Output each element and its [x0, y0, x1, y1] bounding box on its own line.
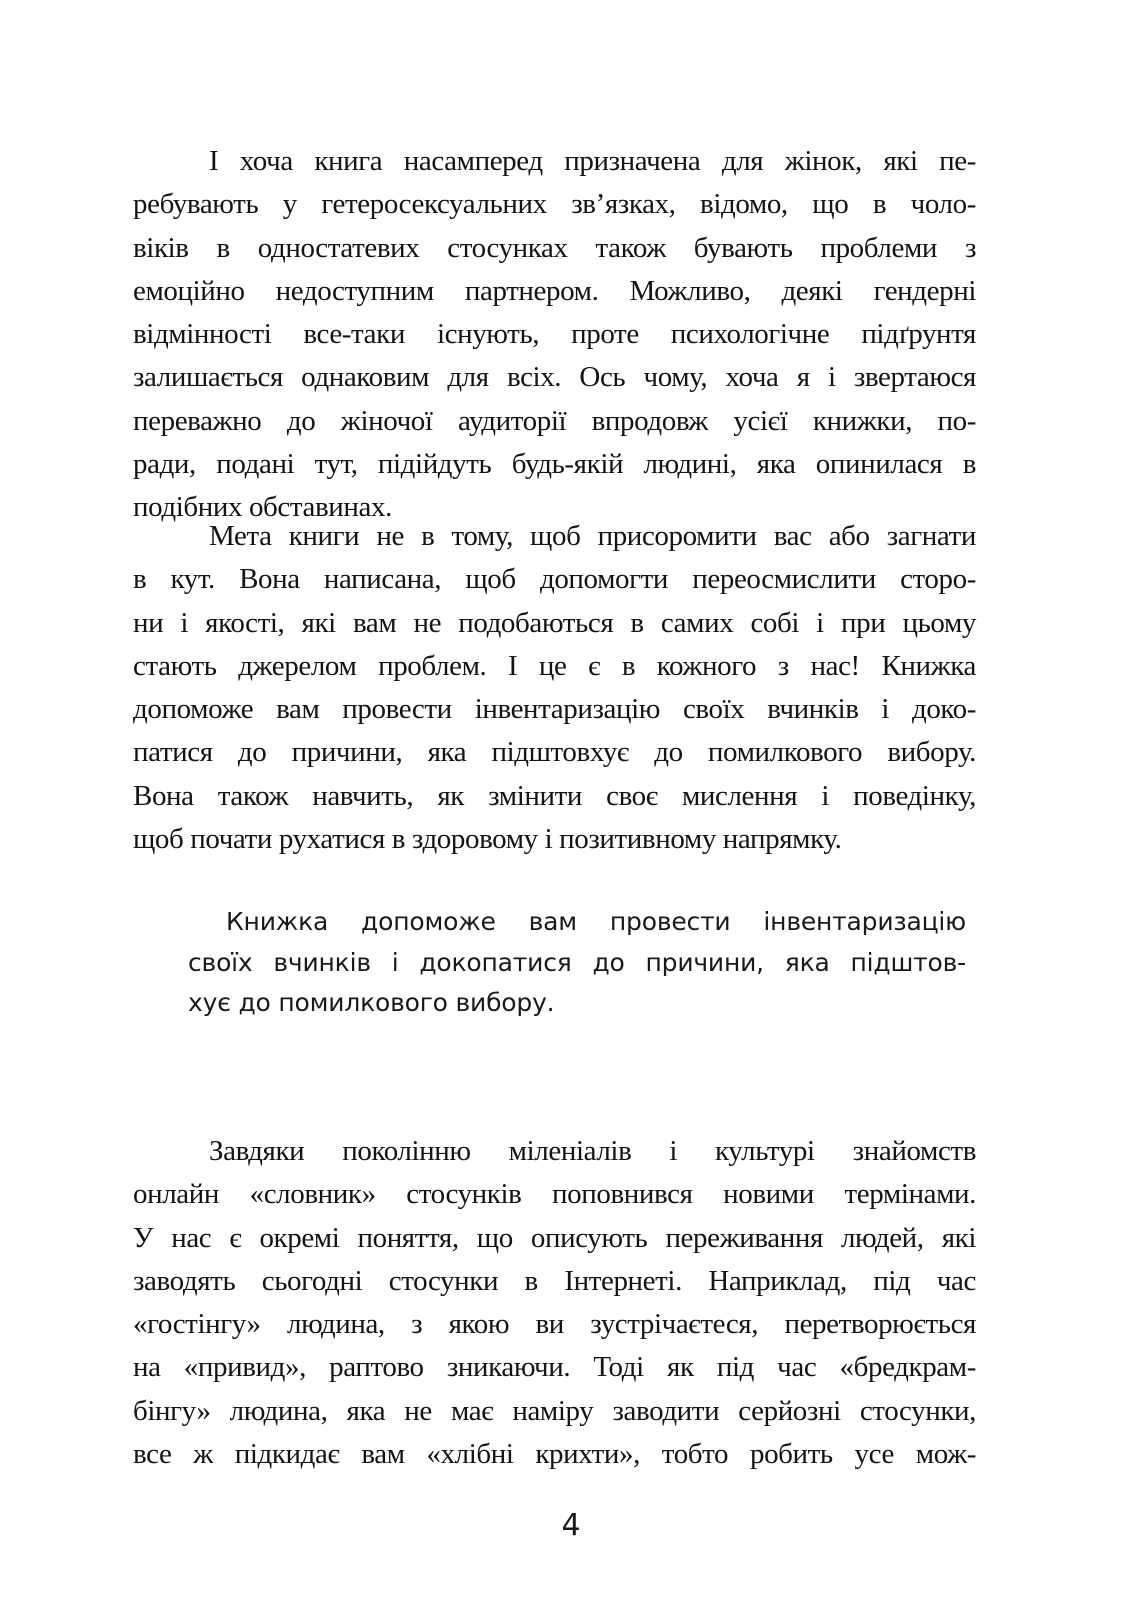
paragraph-3 [133, 1130, 976, 1476]
text-line: онлайн «словник» стосунків поповнився новими термінами. [133, 1178, 976, 1211]
text-line: ради, подані тут, підійдуть будь-якій людині, яка опинилася в [133, 448, 976, 481]
pull-quote [188, 902, 966, 1024]
text-line: подібних обставинах. [133, 491, 392, 524]
text-line: на «привид», раптово зникаючи. Тоді як під час «бредкрам- [133, 1351, 976, 1384]
quote-line: хує до помилкового вибору. [188, 988, 555, 1017]
text-line: «гостінгу» людина, з якою ви зустрічаєтеся, перетворюється [133, 1308, 976, 1341]
text-line: І хоча книга насамперед призначена для жінок, які пе- [209, 145, 976, 177]
paragraph-2 [133, 515, 976, 861]
text-line: Вона також навчить, як змінити своє мислення і поведінку, [133, 779, 976, 812]
text-line: Мета книги не в тому, щоб присоромити вас або загнати [209, 520, 976, 552]
text-line: віків в одностатевих стосунках також бувають проблеми з [133, 231, 976, 264]
text-line: стають джерелом проблем. І це є в кожного з нас! Книжка [133, 649, 976, 682]
text-line: переважно до жіночої аудиторії впродовж усієї книжки, по- [133, 404, 976, 437]
text-line: в кут. Вона написана, щоб допомогти переосмислити сторо- [133, 563, 976, 596]
text-line: Завдяки поколінню міленіалів і культурі знайомств [209, 1135, 976, 1167]
text-line: заводять сьогодні стосунки в Інтернеті. Наприклад, під час [133, 1264, 976, 1297]
page-number: 4 [561, 1508, 581, 1543]
text-line: патися до причини, яка підштовхує до помилкового вибору. [133, 736, 976, 769]
text-line: все ж підкидає вам «хлібні крихти», тобто робить усе мож- [133, 1438, 976, 1471]
paragraph-1 [133, 140, 976, 530]
text-line: ни і якості, які вам не подобаються в самих собі і при цьому [133, 606, 976, 639]
text-line: бінгу» людина, яка не має наміру заводити серйозні стосунки, [133, 1394, 976, 1427]
text-line: емоційно недоступним партнером. Можливо, деякі гендерні [133, 274, 976, 307]
text-line: У нас є окремі поняття, що описують переживання людей, які [133, 1221, 976, 1254]
text-line: допоможе вам провести інвентаризацію своїх вчинків і доко- [133, 693, 976, 726]
text-line: залишається однаковим для всіх. Ось чому, хоча я і звертаюся [133, 361, 976, 394]
quote-line: Книжка допоможе вам провести інвентаризацію [226, 907, 966, 936]
text-line: щоб почати рухатися в здоровому і позитивному напрямку. [133, 823, 842, 856]
text-line: ребувають у гетеросексуальних зв’язках, відомо, що в чоло- [133, 188, 976, 221]
text-line: відмінності все-таки існують, проте психологічне підґрунтя [133, 318, 976, 351]
quote-line: своїх вчинків і докопатися до причини, яка підштов- [188, 947, 966, 977]
